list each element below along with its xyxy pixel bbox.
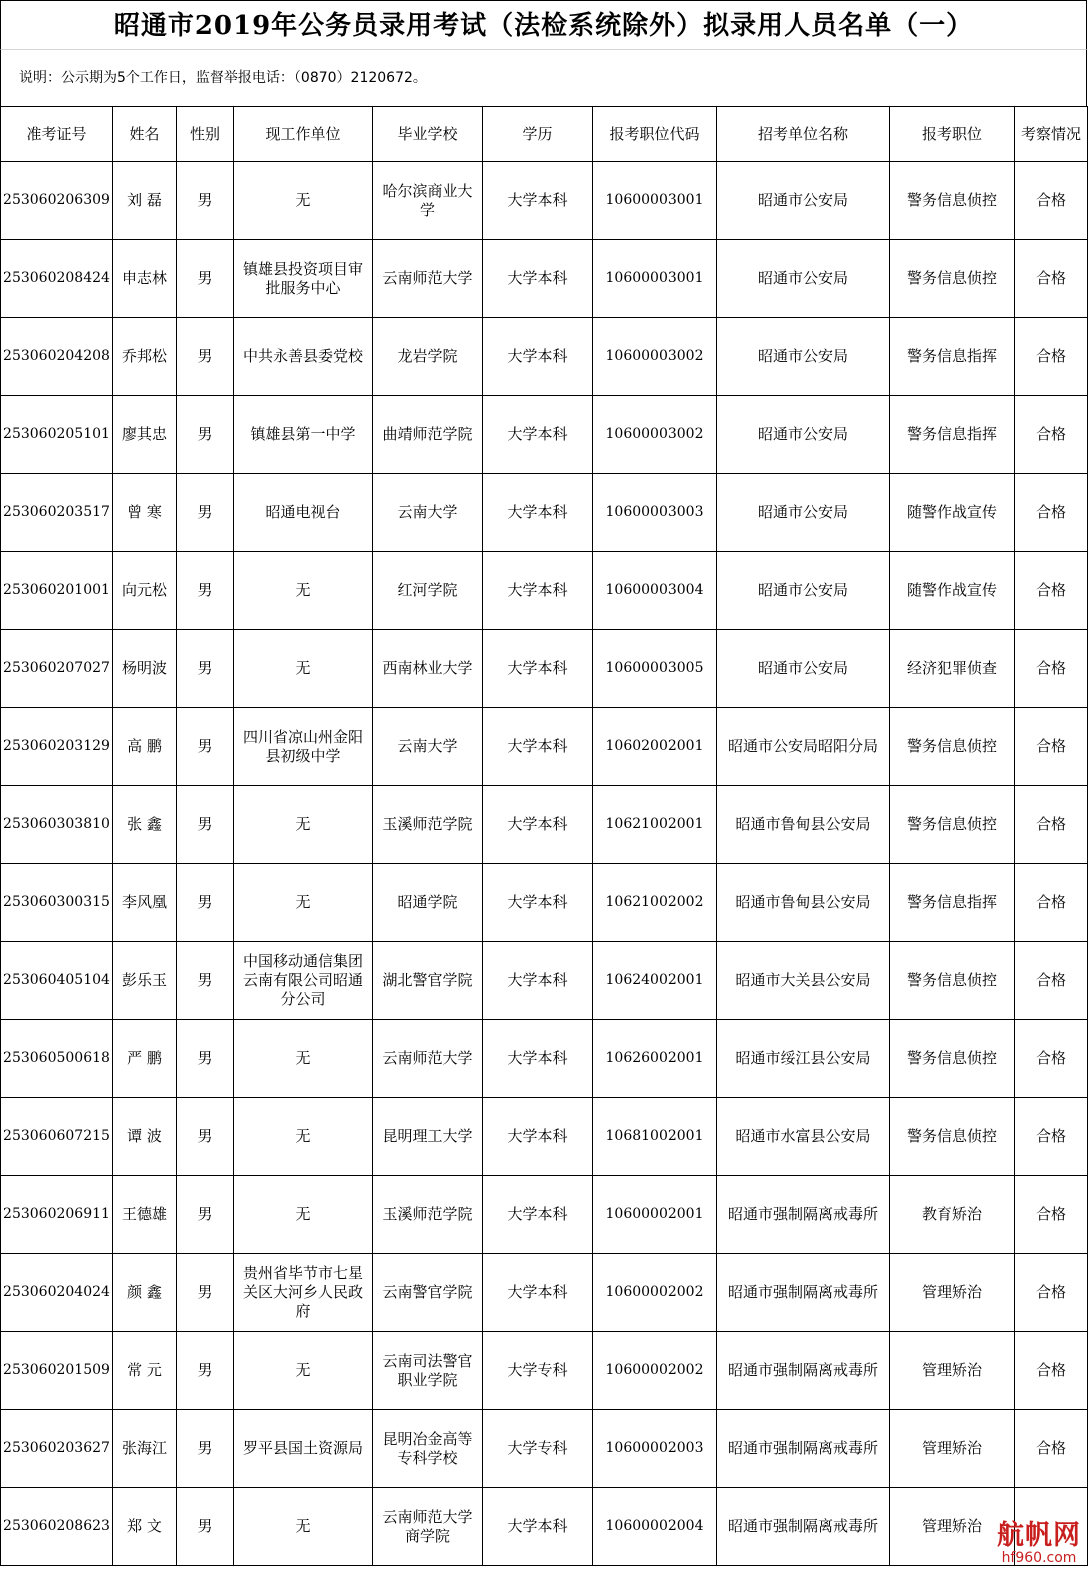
review-cell: 合格 (1015, 1410, 1088, 1488)
name-cell: 常 元 (113, 1332, 177, 1410)
exam-id-cell: 253060203627 (1, 1410, 113, 1488)
header-col-name: 姓名 (113, 107, 177, 162)
gender-cell: 男 (177, 1254, 234, 1332)
table-row (1, 552, 1088, 630)
header-col-gender: 性别 (177, 107, 234, 162)
position-code-cell: 10600002003 (593, 1410, 717, 1488)
gender-cell: 男 (177, 1488, 234, 1566)
employer-cell: 昭通市公安局昭阳分局 (717, 708, 890, 786)
position-cell: 随警作战宣传 (890, 474, 1015, 552)
review-cell: 合格 (1015, 786, 1088, 864)
employer-cell: 昭通市公安局 (717, 318, 890, 396)
notice-text: 说明：公示期为5个工作日，监督举报电话：（0870）2120672。 (0, 50, 1087, 106)
name-cell: 张 鑫 (113, 786, 177, 864)
position-code-cell: 10600003005 (593, 630, 717, 708)
header-col-employer: 招考单位名称 (717, 107, 890, 162)
position-cell: 随警作战宣传 (890, 552, 1015, 630)
position-cell: 教育矫治 (890, 1176, 1015, 1254)
position-cell: 警务信息侦控 (890, 1098, 1015, 1176)
watermark-title: 航帆网 (997, 1520, 1081, 1551)
education-cell: 大学本科 (483, 552, 593, 630)
gender-cell: 男 (177, 1176, 234, 1254)
position-code-cell: 10600002002 (593, 1254, 717, 1332)
header-col-position-code: 报考职位代码 (593, 107, 717, 162)
position-code-cell: 10600002004 (593, 1488, 717, 1566)
name-cell: 乔邦松 (113, 318, 177, 396)
position-code-cell: 10600003002 (593, 396, 717, 474)
position-code-cell: 10600002002 (593, 1332, 717, 1410)
name-cell: 郑 文 (113, 1488, 177, 1566)
header-col-education: 学历 (483, 107, 593, 162)
employer-cell: 昭通市公安局 (717, 552, 890, 630)
position-cell: 警务信息侦控 (890, 240, 1015, 318)
review-cell: 合格 (1015, 1254, 1088, 1332)
school-cell: 昆明冶金高等专科学校 (373, 1410, 483, 1488)
position-code-cell: 10600003001 (593, 162, 717, 240)
exam-id-cell: 253060300315 (1, 864, 113, 942)
school-cell: 云南大学 (373, 474, 483, 552)
name-cell: 谭 波 (113, 1098, 177, 1176)
exam-id-cell: 253060201001 (1, 552, 113, 630)
table-row (1, 1020, 1088, 1098)
school-cell: 昆明理工大学 (373, 1098, 483, 1176)
exam-id-cell: 253060208623 (1, 1488, 113, 1566)
table-row (1, 1488, 1088, 1566)
position-code-cell: 10681002001 (593, 1098, 717, 1176)
table-body (1, 162, 1088, 1566)
work-unit-cell: 昭通电视台 (234, 474, 373, 552)
gender-cell: 男 (177, 1098, 234, 1176)
position-code-cell: 10626002001 (593, 1020, 717, 1098)
school-cell: 曲靖师范学院 (373, 396, 483, 474)
table-row (1, 786, 1088, 864)
education-cell: 大学本科 (483, 708, 593, 786)
school-cell: 哈尔滨商业大学 (373, 162, 483, 240)
work-unit-cell: 中共永善县委党校 (234, 318, 373, 396)
exam-id-cell: 253060204024 (1, 1254, 113, 1332)
exam-id-cell: 253060207027 (1, 630, 113, 708)
school-cell: 云南警官学院 (373, 1254, 483, 1332)
work-unit-cell: 镇雄县投资项目审批服务中心 (234, 240, 373, 318)
review-cell: 合格 (1015, 162, 1088, 240)
position-cell: 经济犯罪侦查 (890, 630, 1015, 708)
employer-cell: 昭通市鲁甸县公安局 (717, 864, 890, 942)
gender-cell: 男 (177, 786, 234, 864)
school-cell: 云南师范大学 (373, 240, 483, 318)
name-cell: 刘 磊 (113, 162, 177, 240)
position-cell: 管理矫治 (890, 1332, 1015, 1410)
school-cell: 云南师范大学商学院 (373, 1488, 483, 1566)
review-cell: 合格 (1015, 474, 1088, 552)
work-unit-cell: 无 (234, 864, 373, 942)
work-unit-cell: 四川省凉山州金阳县初级中学 (234, 708, 373, 786)
education-cell: 大学本科 (483, 1254, 593, 1332)
position-cell: 警务信息侦控 (890, 1020, 1015, 1098)
education-cell: 大学本科 (483, 162, 593, 240)
education-cell: 大学专科 (483, 1332, 593, 1410)
gender-cell: 男 (177, 552, 234, 630)
table-row (1, 630, 1088, 708)
header-col-position: 报考职位 (890, 107, 1015, 162)
position-cell: 警务信息侦控 (890, 942, 1015, 1020)
table-row (1, 162, 1088, 240)
position-cell: 警务信息侦控 (890, 786, 1015, 864)
education-cell: 大学本科 (483, 786, 593, 864)
exam-id-cell: 253060607215 (1, 1098, 113, 1176)
gender-cell: 男 (177, 1332, 234, 1410)
education-cell: 大学本科 (483, 1488, 593, 1566)
exam-id-cell: 253060203517 (1, 474, 113, 552)
position-code-cell: 10600003002 (593, 318, 717, 396)
employer-cell: 昭通市鲁甸县公安局 (717, 786, 890, 864)
header-col-work-unit: 现工作单位 (234, 107, 373, 162)
exam-id-cell: 253060303810 (1, 786, 113, 864)
position-code-cell: 10600003004 (593, 552, 717, 630)
exam-id-cell: 253060206911 (1, 1176, 113, 1254)
employer-cell: 昭通市公安局 (717, 630, 890, 708)
name-cell: 王德雄 (113, 1176, 177, 1254)
employer-cell: 昭通市大关县公安局 (717, 942, 890, 1020)
education-cell: 大学本科 (483, 1098, 593, 1176)
gender-cell: 男 (177, 240, 234, 318)
school-cell: 玉溪师范学院 (373, 786, 483, 864)
name-cell: 杨明波 (113, 630, 177, 708)
work-unit-cell: 中国移动通信集团云南有限公司昭通分公司 (234, 942, 373, 1020)
table-row (1, 1176, 1088, 1254)
gender-cell: 男 (177, 474, 234, 552)
review-cell: 合格 (1015, 1098, 1088, 1176)
position-cell: 警务信息侦控 (890, 162, 1015, 240)
school-cell: 云南大学 (373, 708, 483, 786)
review-cell: 合格 (1015, 1176, 1088, 1254)
watermark-logo (997, 1522, 1081, 1565)
school-cell: 西南林业大学 (373, 630, 483, 708)
employer-cell: 昭通市公安局 (717, 474, 890, 552)
position-code-cell: 10621002001 (593, 786, 717, 864)
exam-id-cell: 253060204208 (1, 318, 113, 396)
position-code-cell: 10602002001 (593, 708, 717, 786)
table-header-row (1, 107, 1088, 162)
work-unit-cell: 无 (234, 1488, 373, 1566)
position-cell: 管理矫治 (890, 1254, 1015, 1332)
work-unit-cell: 无 (234, 1332, 373, 1410)
table-row (1, 318, 1088, 396)
name-cell: 申志林 (113, 240, 177, 318)
employer-cell: 昭通市强制隔离戒毒所 (717, 1332, 890, 1410)
work-unit-cell: 罗平县国土资源局 (234, 1410, 373, 1488)
header-col-review: 考察情况 (1015, 107, 1088, 162)
position-code-cell: 10600002001 (593, 1176, 717, 1254)
education-cell: 大学本科 (483, 474, 593, 552)
table-row (1, 1410, 1088, 1488)
table-row (1, 708, 1088, 786)
exam-id-cell: 253060201509 (1, 1332, 113, 1410)
name-cell: 彭乐玉 (113, 942, 177, 1020)
review-cell: 合格 (1015, 240, 1088, 318)
position-cell: 警务信息指挥 (890, 864, 1015, 942)
position-cell: 警务信息侦控 (890, 708, 1015, 786)
gender-cell: 男 (177, 1020, 234, 1098)
name-cell: 向元松 (113, 552, 177, 630)
review-cell: 合格 (1015, 630, 1088, 708)
education-cell: 大学本科 (483, 240, 593, 318)
name-cell: 张海江 (113, 1410, 177, 1488)
position-cell: 警务信息指挥 (890, 396, 1015, 474)
page-title: 昭通市2019年公务员录用考试（法检系统除外）拟录用人员名单（一） (0, 0, 1087, 50)
exam-id-cell: 253060405104 (1, 942, 113, 1020)
name-cell: 颜 鑫 (113, 1254, 177, 1332)
position-cell: 警务信息指挥 (890, 318, 1015, 396)
review-cell: 合格 (1015, 864, 1088, 942)
gender-cell: 男 (177, 708, 234, 786)
education-cell: 大学本科 (483, 942, 593, 1020)
position-code-cell: 10621002002 (593, 864, 717, 942)
review-cell: 合格 (1015, 708, 1088, 786)
exam-id-cell: 253060205101 (1, 396, 113, 474)
work-unit-cell: 贵州省毕节市七星关区大河乡人民政府 (234, 1254, 373, 1332)
table-row (1, 240, 1088, 318)
work-unit-cell: 无 (234, 630, 373, 708)
table-row (1, 942, 1088, 1020)
position-code-cell: 10600003003 (593, 474, 717, 552)
employer-cell: 昭通市强制隔离戒毒所 (717, 1410, 890, 1488)
review-cell: 合格 (1015, 1332, 1088, 1410)
name-cell: 曾 寒 (113, 474, 177, 552)
gender-cell: 男 (177, 162, 234, 240)
employer-cell: 昭通市公安局 (717, 396, 890, 474)
work-unit-cell: 无 (234, 1020, 373, 1098)
employer-cell: 昭通市绥江县公安局 (717, 1020, 890, 1098)
school-cell: 云南师范大学 (373, 1020, 483, 1098)
table-row (1, 1332, 1088, 1410)
header-col-school: 毕业学校 (373, 107, 483, 162)
exam-id-cell: 253060203129 (1, 708, 113, 786)
school-cell: 湖北警官学院 (373, 942, 483, 1020)
education-cell: 大学本科 (483, 1176, 593, 1254)
gender-cell: 男 (177, 942, 234, 1020)
education-cell: 大学本科 (483, 630, 593, 708)
employer-cell: 昭通市强制隔离戒毒所 (717, 1488, 890, 1566)
watermark-url: hf960.com (1001, 1550, 1077, 1566)
position-code-cell: 10624002001 (593, 942, 717, 1020)
name-cell: 严 鹏 (113, 1020, 177, 1098)
gender-cell: 男 (177, 630, 234, 708)
education-cell: 大学本科 (483, 396, 593, 474)
review-cell: 合格 (1015, 396, 1088, 474)
employer-cell: 昭通市公安局 (717, 162, 890, 240)
position-cell: 管理矫治 (890, 1410, 1015, 1488)
work-unit-cell: 无 (234, 162, 373, 240)
education-cell: 大学专科 (483, 1410, 593, 1488)
gender-cell: 男 (177, 318, 234, 396)
table-row (1, 1254, 1088, 1332)
employer-cell: 昭通市水富县公安局 (717, 1098, 890, 1176)
exam-id-cell: 253060206309 (1, 162, 113, 240)
employer-cell: 昭通市强制隔离戒毒所 (717, 1176, 890, 1254)
name-cell: 李风凰 (113, 864, 177, 942)
school-cell: 龙岩学院 (373, 318, 483, 396)
header-col-exam-id: 准考证号 (1, 107, 113, 162)
name-cell: 廖其忠 (113, 396, 177, 474)
exam-id-cell: 253060208424 (1, 240, 113, 318)
work-unit-cell: 镇雄县第一中学 (234, 396, 373, 474)
exam-id-cell: 253060500618 (1, 1020, 113, 1098)
review-cell: 合格 (1015, 318, 1088, 396)
employer-cell: 昭通市强制隔离戒毒所 (717, 1254, 890, 1332)
candidate-table (0, 106, 1088, 1566)
review-cell: 合格 (1015, 552, 1088, 630)
position-code-cell: 10600003001 (593, 240, 717, 318)
gender-cell: 男 (177, 864, 234, 942)
employer-cell: 昭通市公安局 (717, 240, 890, 318)
review-cell: 合格 (1015, 942, 1088, 1020)
table-row (1, 474, 1088, 552)
work-unit-cell: 无 (234, 786, 373, 864)
work-unit-cell: 无 (234, 1098, 373, 1176)
school-cell: 玉溪师范学院 (373, 1176, 483, 1254)
school-cell: 云南司法警官职业学院 (373, 1332, 483, 1410)
education-cell: 大学本科 (483, 318, 593, 396)
position-cell: 管理矫治 (890, 1488, 1015, 1566)
education-cell: 大学本科 (483, 864, 593, 942)
gender-cell: 男 (177, 396, 234, 474)
table-row (1, 396, 1088, 474)
school-cell: 红河学院 (373, 552, 483, 630)
school-cell: 昭通学院 (373, 864, 483, 942)
table-row (1, 864, 1088, 942)
name-cell: 高 鹏 (113, 708, 177, 786)
gender-cell: 男 (177, 1410, 234, 1488)
table-row (1, 1098, 1088, 1176)
review-cell: 合格 (1015, 1020, 1088, 1098)
work-unit-cell: 无 (234, 552, 373, 630)
work-unit-cell: 无 (234, 1176, 373, 1254)
education-cell: 大学本科 (483, 1020, 593, 1098)
